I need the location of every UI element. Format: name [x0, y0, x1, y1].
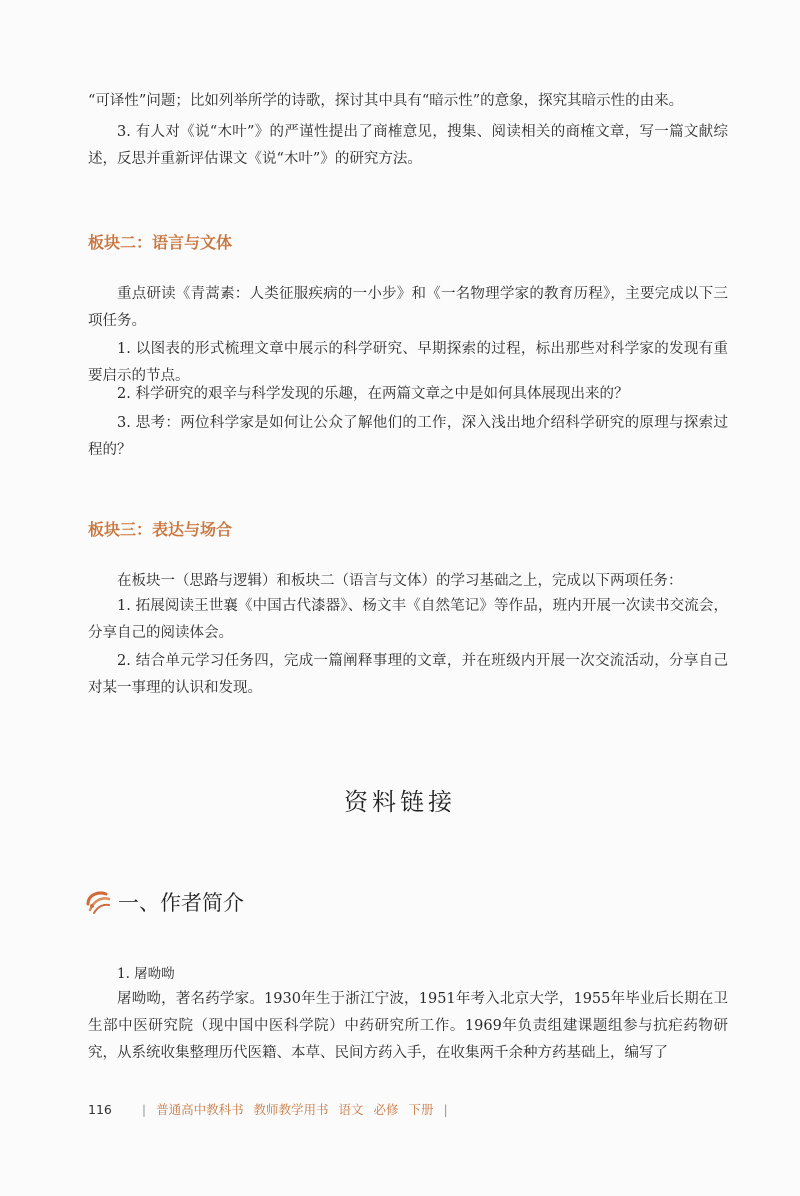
- author-intro-heading-text: 一、作者简介: [118, 891, 244, 915]
- section3-item-1: 1. 拓展阅读王世襄《中国古代漆器》、杨文丰《自然笔记》等作品，班内开展一次读书交流会，分享自己的阅读体会。: [88, 598, 728, 641]
- page-number: 116: [88, 1101, 112, 1117]
- page-footer: [88, 1100, 458, 1118]
- section3-item-2: 2. 结合单元学习任务四，完成一篇阐释事理的文章，并在班级内开展一次交流活动，分享自己对某一事理的认识和发现。: [88, 653, 728, 696]
- section3-intro: 在板块一（思路与逻辑）和板块二（语言与文体）的学习基础之上，完成以下两项任务：: [117, 573, 683, 589]
- paragraph-item-3: 3. 有人对《说“木叶”》的严谨性提出了商榷意见，搜集、阅读相关的商榷文章，写一篇文献综述，反思并重新评估课文《说“木叶”》的研究方法。: [88, 124, 728, 167]
- author-bio: 屠呦呦，著名药学家。1930年生于浙江宁波，1951年考入北京大学，1955年毕业后长期在卫生部中医研究院（现中国中医科学院）中药研究所工作。1969年负责组建课题组参与抗疟药物研究，从系统收集整理历代医籍、本草、民间方药入手，在收集两千余种方药基础上，编写了: [88, 991, 728, 1061]
- section-heading-2: 板块二：语言与文体: [88, 233, 233, 252]
- section2-item-2: 2. 科学研究的艰辛与科学发现的乐趣，在两篇文章之中是如何具体展现出来的？: [117, 386, 629, 402]
- swirl-icon: [82, 886, 114, 918]
- author-intro-heading: [82, 884, 244, 920]
- section-heading-3: 板块三：表达与场合: [88, 520, 233, 539]
- section2-intro: 重点研读《青蒿素：人类征服疾病的一小步》和《一名物理学家的教育历程》，主要完成以下三项任务。: [88, 286, 728, 329]
- section2-item-3: 3. 思考：两位科学家是如何让公众了解他们的工作，深入浅出地介绍科学研究的原理与探索过程的？: [88, 415, 728, 458]
- paragraph-continuation: “可译性”问题；比如列举所学的诗歌，探讨其中具有“暗示性”的意象，探究其暗示性的由来。: [88, 93, 684, 109]
- footer-book-title: 普通高中教科书 教师教学用书 语文 必修 下册: [156, 1102, 434, 1117]
- footer-divider: |: [141, 1101, 147, 1117]
- author-sub-label: 1. 屠呦呦: [117, 966, 175, 982]
- resources-title: 资料链接: [344, 788, 456, 816]
- section2-item-1: 1. 以图表的形式梳理文章中展示的科学研究、早期探索的过程，标出那些对科学家的发现有重要启示的节点。: [88, 341, 728, 384]
- footer-divider-end: |: [443, 1101, 448, 1117]
